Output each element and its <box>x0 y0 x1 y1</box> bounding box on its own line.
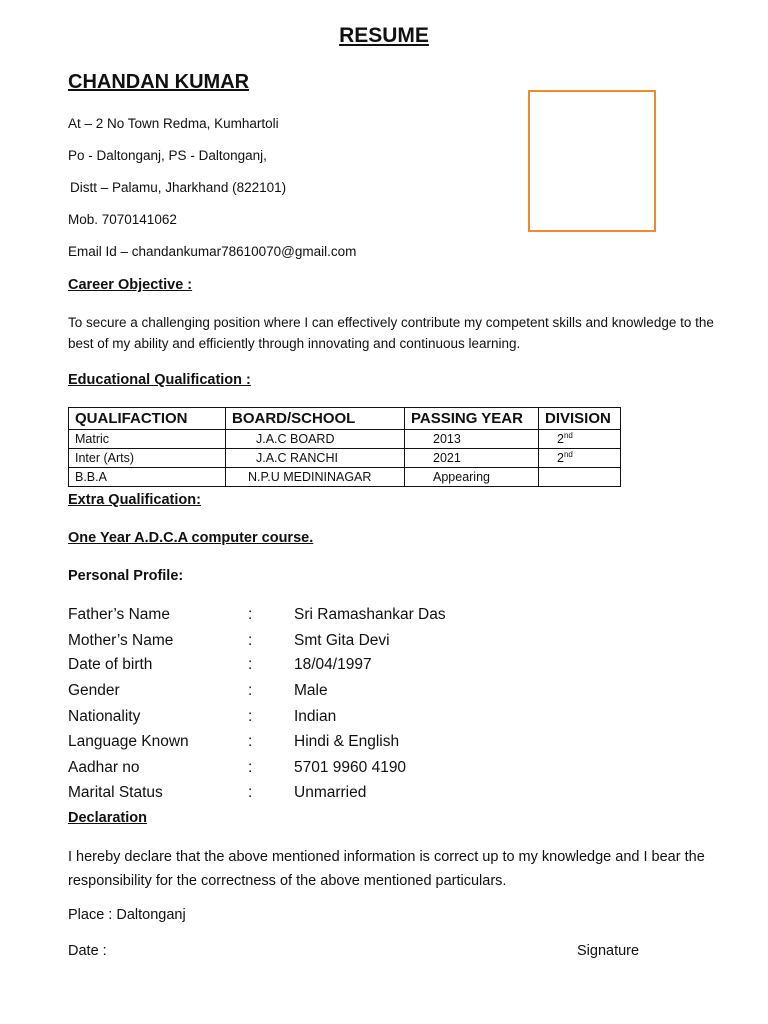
profile-separator: : <box>248 708 253 725</box>
table-row <box>69 449 621 468</box>
profile-label: Date of birth <box>68 656 153 673</box>
profile-label: Language Known <box>68 733 189 750</box>
board-cell: J.A.C BOARD <box>226 430 405 449</box>
extra-qualification-heading: Extra Qualification: <box>68 492 201 508</box>
division-value: 2 <box>557 432 564 446</box>
address-line-1: At – 2 No Town Redma, Kumhartoli <box>68 116 279 131</box>
document-title: RESUME <box>339 24 429 47</box>
division-suffix: nd <box>563 449 573 459</box>
profile-value: 18/04/1997 <box>294 656 372 673</box>
year-cell: 2013 <box>405 430 539 449</box>
profile-separator: : <box>248 632 253 649</box>
profile-value: Male <box>294 682 328 699</box>
profile-label: Aadhar no <box>68 759 140 776</box>
board-cell: J.A.C RANCHI <box>226 449 405 468</box>
education-heading: Educational Qualification : <box>68 372 251 388</box>
address-line-3: Distt – Palamu, Jharkhand (822101) <box>70 180 287 195</box>
profile-separator: : <box>248 682 253 699</box>
qualification-cell: Inter (Arts) <box>69 449 226 468</box>
email-address: Email Id – chandankumar78610070@gmail.com <box>68 244 357 259</box>
division-cell <box>539 468 621 487</box>
profile-label: Nationality <box>68 708 141 725</box>
profile-value: Smt Gita Devi <box>294 632 390 649</box>
declaration-text: I hereby declare that the above mentioned information is correct up to my knowledge and I bear the responsibility for the correctness of the above mentioned particulars. <box>68 849 705 889</box>
candidate-name: CHANDAN KUMAR <box>68 71 250 93</box>
mobile-number: Mob. 7070141062 <box>68 212 177 227</box>
profile-label: Marital Status <box>68 784 163 801</box>
profile-value: Hindi & English <box>294 733 400 750</box>
extra-qualification-item: One Year A.D.C.A computer course. <box>68 530 314 546</box>
signature-label: Signature <box>577 943 640 959</box>
division-cell <box>539 430 621 449</box>
division-cell <box>539 449 621 468</box>
profile-separator: : <box>248 784 253 801</box>
address-line-2: Po - Daltonganj, PS - Daltonganj, <box>68 148 267 163</box>
profile-separator: : <box>248 759 253 776</box>
year-cell: 2021 <box>405 449 539 468</box>
board-cell: N.P.U MEDININAGAR <box>226 468 405 487</box>
year-cell: Appearing <box>405 468 539 487</box>
profile-separator: : <box>248 656 253 673</box>
profile-separator: : <box>248 733 253 750</box>
date-line: Date : <box>68 943 107 959</box>
career-objective-text: To secure a challenging position where I can effectively contribute my competent skills and knowledge to the best of my ability and efficiently through innovating and continuous learning. <box>68 315 714 351</box>
division-suffix: nd <box>563 430 573 440</box>
qualification-cell: Matric <box>69 430 226 449</box>
career-objective-heading: Career Objective : <box>68 277 193 293</box>
header-qualification: QUALIFACTION <box>69 408 226 430</box>
personal-profile-heading: Personal Profile: <box>68 568 184 584</box>
profile-value: Unmarried <box>294 784 367 801</box>
profile-value: 5701 9960 4190 <box>294 759 407 776</box>
profile-value: Sri Ramashankar Das <box>294 606 446 623</box>
profile-separator: : <box>248 606 253 623</box>
division-value: 2 <box>557 451 564 465</box>
profile-value: Indian <box>294 708 337 725</box>
qualification-cell: B.B.A <box>69 468 226 487</box>
education-table <box>68 407 621 487</box>
header-passing-year: PASSING YEAR <box>405 408 539 430</box>
table-row <box>69 468 621 487</box>
declaration-heading: Declaration <box>68 810 147 826</box>
header-division: DIVISION <box>539 408 621 430</box>
header-board: BOARD/SCHOOL <box>226 408 405 430</box>
profile-label: Gender <box>68 682 120 699</box>
profile-label: Father’s Name <box>68 606 170 623</box>
table-header-row <box>69 408 621 430</box>
place-line: Place : Daltonganj <box>68 907 186 923</box>
photo-placeholder <box>528 90 656 232</box>
table-row <box>69 430 621 449</box>
profile-label: Mother’s Name <box>68 632 174 649</box>
